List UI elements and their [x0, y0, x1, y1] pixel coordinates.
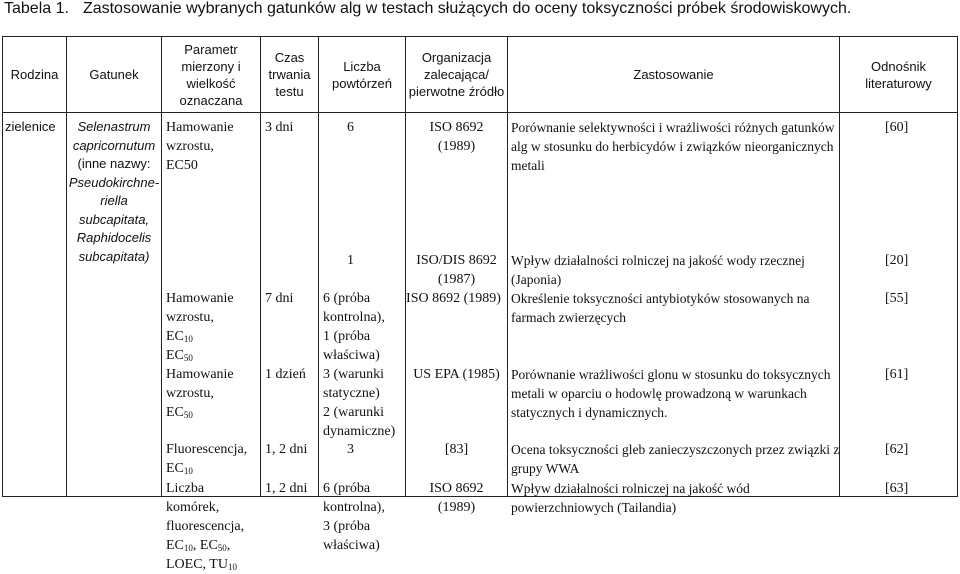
org-row-1: ISO 8692 (1989) — [429, 120, 484, 154]
header-odnosnik: Odnośnik literaturowy — [840, 37, 958, 113]
parametr-2: Hamowanie wzrostu, $EC_{10}$ $EC_{50}$ — [166, 291, 234, 363]
caption-text: Zastosowanie wybranych gatunków alg w testach służących do oceny toksyczności próbek środowiskowych. — [82, 0, 852, 17]
header-liczba: Liczba powtórzeń — [319, 37, 406, 113]
czas-row-5: 1, 2 dni — [265, 442, 308, 457]
czas-row-1: 3 dni — [265, 120, 294, 135]
parametr-5: Liczba komórek, fluorescencja, $EC_{10}$, $EC_{50}$, LOEC, $TU_{10}$ — [166, 481, 245, 572]
ref-row-4: [61] — [885, 367, 909, 382]
liczba-row-5: 3 — [347, 442, 354, 457]
header-parametr: Parametr mierzony i wielkość oznaczana — [162, 37, 261, 113]
ref-row-2: [20] — [885, 253, 909, 268]
zast-row-1: Porównanie selektywności i wrażliwości różnych gatunków alg w stosunku do herbicydów i związków nieorganicznych metali — [511, 120, 835, 173]
zast-row-6: Wpływ działalności rolniczej na jakość wód powierzchniowych (Tailandia) — [511, 481, 750, 515]
liczba-row-3: 6 (próba kontrolna), 1 (próba właściwa) — [323, 291, 385, 363]
org-row-5: [83] — [444, 442, 469, 457]
org-row-2: ISO/DIS 8692 (1987) — [416, 253, 497, 287]
cell-czas — [261, 113, 319, 497]
parametr-3: Hamowanie wzrostu, $EC_{50}$ — [166, 367, 234, 420]
ref-row-5: [62] — [885, 442, 909, 457]
zast-row-3: Określenie toksyczności antybiotyków stosowanych na farmach zwierzęcych — [511, 291, 810, 325]
czas-row-3: 7 dni — [265, 291, 294, 306]
header-organizacja: Organizacja zalecająca/ pierwotne źródło — [406, 37, 508, 113]
liczba-row-2: 1 — [347, 253, 354, 268]
cell-zastosowanie — [508, 113, 840, 515]
body-row — [3, 113, 958, 497]
cell-rodzina: zielenice — [3, 113, 67, 497]
czas-row-6: 1, 2 dni — [265, 481, 308, 496]
liczba-row-6: 6 (próba kontrolna), 3 (próba właściwa) — [323, 481, 385, 553]
org-row-6: ISO 8692 (1989) — [429, 481, 484, 515]
cell-odnosnik — [840, 113, 958, 497]
cell-organizacja — [406, 113, 508, 515]
data-table — [2, 36, 958, 572]
table-caption — [4, 0, 851, 18]
cell-parametr — [162, 113, 261, 572]
liczba-row-1: 6 — [347, 120, 354, 135]
header-czas: Czas trwania testu — [261, 37, 319, 113]
org-row-3: ISO 8692 (1989) — [406, 291, 501, 306]
czas-row-4: 1 dzień — [265, 367, 306, 382]
header-gatunek: Gatunek — [67, 37, 162, 113]
ref-row-1: [60] — [885, 120, 909, 135]
ref-row-6: [63] — [885, 481, 909, 496]
zast-row-5: Ocena toksyczności gleb zanieczyszczonych przez związki z grupy WWA — [511, 442, 840, 476]
cell-liczba — [319, 113, 406, 553]
ref-row-3: [55] — [885, 291, 909, 306]
header-row — [3, 37, 958, 113]
header-rodzina: Rodzina — [3, 37, 67, 113]
header-zastosowanie: Zastosowanie — [508, 37, 840, 113]
zast-row-2: Wpływ działalności rolniczej na jakość wody rzecznej (Japonia) — [511, 253, 805, 287]
cell-gatunek: Selenastrum capricornutum (inne nazwy: Pseudokirchne- riella subcapitata, Raphidocelis subcapitata) — [67, 113, 162, 497]
liczba-row-4: 3 (warunki statyczne) 2 (warunki dynamiczne) — [323, 367, 396, 439]
parametr-1: Hamowanie wzrostu, EC50 — [166, 120, 234, 173]
parametr-4: Fluorescencja, $EC_{10}$ — [166, 442, 248, 476]
zast-row-4: Porównanie wrażliwości glonu w stosunku do toksycznych metali w oparciu o hodowlę prowadzoną w warunkach statycznych i dynamicznych. — [511, 367, 831, 420]
caption-label: Tabela 1. — [4, 0, 69, 17]
org-row-4: US EPA (1985) — [413, 367, 500, 382]
